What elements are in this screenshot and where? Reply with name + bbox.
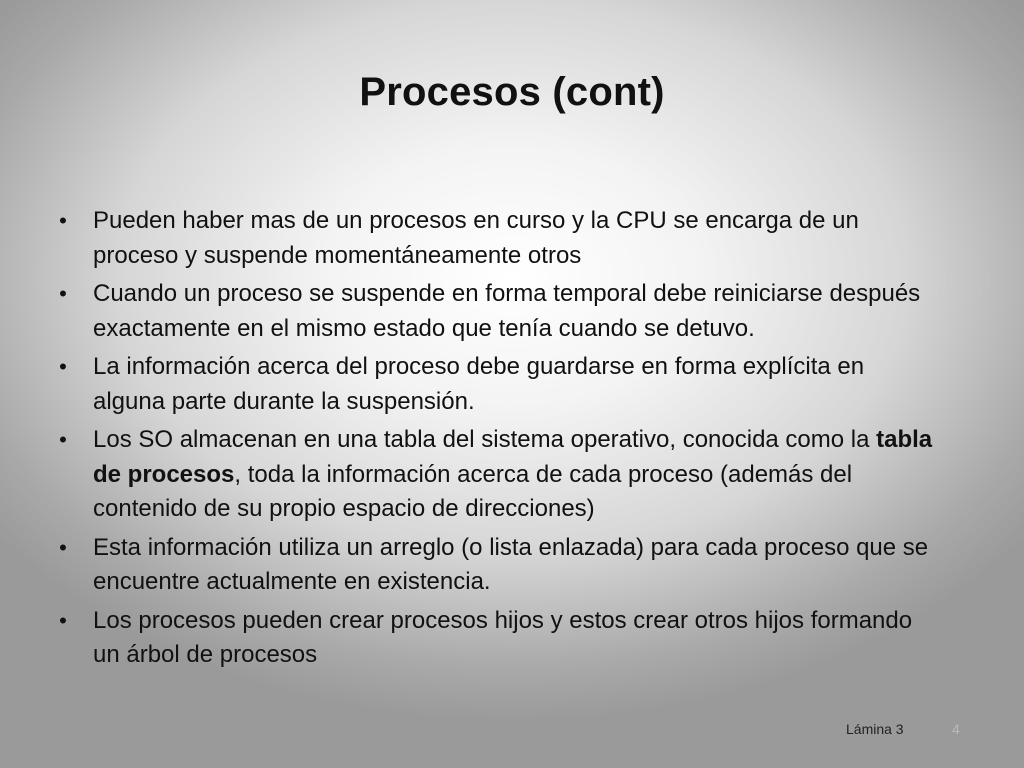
- bullet-dot-icon: •: [59, 427, 67, 452]
- bullet-dot-icon: •: [59, 607, 67, 633]
- bullet-item: [56, 350, 936, 419]
- footer-label: Lámina 3: [846, 721, 904, 737]
- bullet-text: Cuando un proceso se suspende en forma temporal debe reiniciarse después exactamente en el mismo estado que tenía cuando se detuvo.: [93, 280, 921, 342]
- bullet-text: Pueden haber mas de un procesos en curso y la CPU se encarga de un proceso y suspende momentáneamente otros: [93, 207, 859, 269]
- bullet-item: [56, 277, 936, 346]
- bullet-dot-icon: •: [59, 208, 67, 233]
- page-number: 4: [952, 721, 960, 737]
- bullet-item: [56, 531, 936, 600]
- emphasis-term: tabla de procesos: [93, 426, 933, 488]
- bullet-item: [56, 423, 936, 527]
- bullet-text: Esta información utiliza un arreglo (o lista enlazada) para cada proceso que se encuentre actualmente en existencia.: [93, 533, 929, 595]
- bullet-text: La información acerca del proceso debe guardarse en forma explícita en alguna parte durante la suspensión.: [93, 353, 865, 415]
- bullet-text-part: , toda la información acerca de cada proceso (además del contenido de su propio espacio de direcciones): [93, 460, 853, 522]
- bullet-dot-icon: •: [59, 534, 67, 560]
- bullet-item: [56, 204, 936, 273]
- bullet-text-part: Los SO almacenan en una tabla del sistema operativo, conocida como la: [93, 426, 877, 453]
- bullet-text: Los procesos pueden crear procesos hijos y estos crear otros hijos formando un árbol de procesos: [93, 606, 913, 668]
- bullet-dot-icon: •: [59, 354, 67, 379]
- bullet-item: [56, 604, 936, 673]
- bullet-list: [56, 204, 936, 677]
- bullet-text: [93, 426, 932, 522]
- slide-title: Procesos (cont): [359, 70, 665, 114]
- bullet-dot-icon: •: [59, 281, 67, 306]
